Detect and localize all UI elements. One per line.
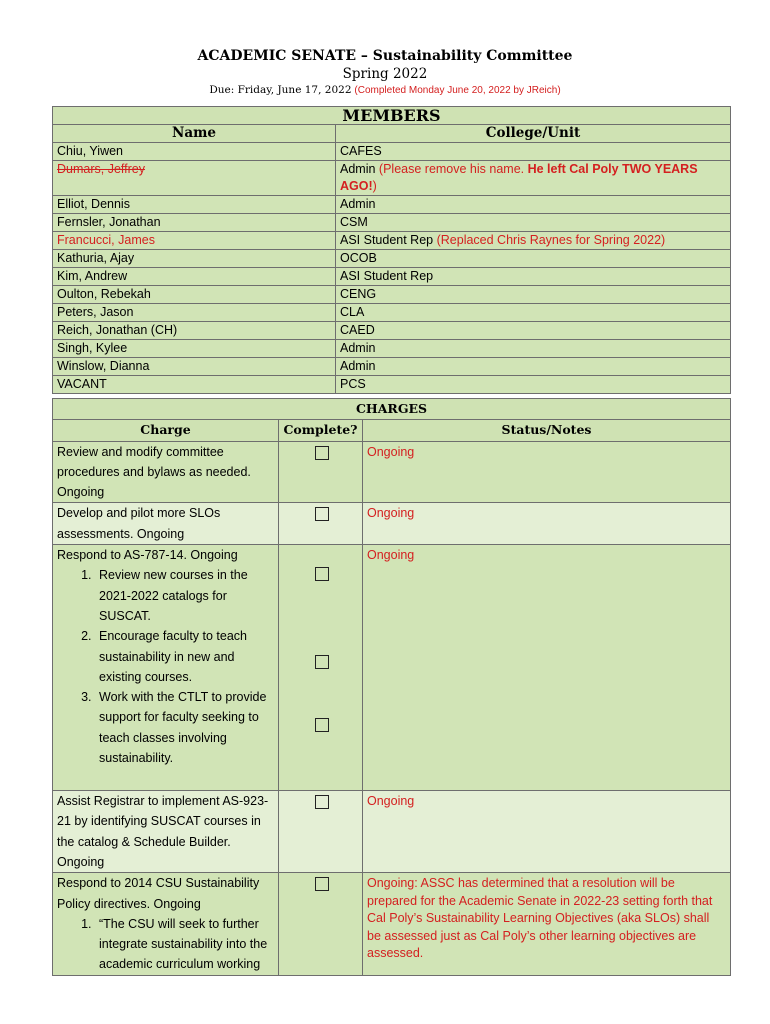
member-name: Reich, Jonathan (CH) <box>53 322 336 340</box>
col-status-header: Status/Notes <box>363 420 731 441</box>
charge-text: Review and modify committee procedures and bylaws as needed. Ongoing <box>53 441 279 503</box>
member-row <box>53 376 731 394</box>
member-name: Fernsler, Jonathan <box>53 214 336 232</box>
member-unit: ASI Student Rep <box>340 233 434 247</box>
member-unit: PCS <box>336 376 731 394</box>
member-unit: CENG <box>336 286 731 304</box>
charge-text: Respond to AS-787-14. Ongoing <box>57 548 238 563</box>
member-unit: CLA <box>336 304 731 322</box>
charge-row <box>53 441 731 503</box>
member-row <box>53 232 731 250</box>
member-unit: Admin <box>336 358 731 376</box>
member-name: Winslow, Dianna <box>53 358 336 376</box>
complete-checkbox[interactable] <box>315 567 329 581</box>
member-name: Francucci, James <box>53 232 336 250</box>
member-name-struck: Dumars, Jeffrey <box>57 162 145 176</box>
charge-status: Ongoing <box>363 791 731 873</box>
member-name: VACANT <box>53 376 336 394</box>
col-charge-header: Charge <box>53 420 279 441</box>
member-row <box>53 161 731 196</box>
member-note-text: (Please remove his name. <box>378 162 528 176</box>
complete-checkbox[interactable] <box>315 877 329 891</box>
document-title: ACADEMIC SENATE – Sustainability Committee <box>197 48 573 64</box>
charge-subitem: 1. Review new courses in the 2021-2022 catalogs for SUSCAT. <box>95 565 274 626</box>
complete-checkbox[interactable] <box>315 795 329 809</box>
complete-checkbox[interactable] <box>315 446 329 460</box>
member-name: Elliot, Dennis <box>53 196 336 214</box>
completion-note: (Completed Monday June 20, 2022 by JReich) <box>354 85 561 96</box>
charges-table <box>52 398 731 976</box>
complete-checkbox[interactable] <box>315 655 329 669</box>
document-subtitle: Spring 2022 <box>342 66 428 82</box>
member-unit: CAFES <box>336 143 731 161</box>
member-name: Kathuria, Ajay <box>53 250 336 268</box>
member-unit: OCOB <box>336 250 731 268</box>
charge-row <box>53 873 731 975</box>
member-row <box>53 340 731 358</box>
member-unit: CAED <box>336 322 731 340</box>
charge-text: Respond to 2014 CSU Sustainability Policy directives. Ongoing <box>57 876 260 911</box>
member-row <box>53 322 731 340</box>
charge-row <box>53 503 731 545</box>
charge-sublist <box>57 565 274 768</box>
member-row <box>53 143 731 161</box>
charge-sublist <box>57 914 274 975</box>
charge-status: Ongoing <box>363 441 731 503</box>
member-note-emphasis: He left Cal Poly TWO YEARS AGO! <box>340 162 698 193</box>
member-row <box>53 304 731 322</box>
charge-row <box>53 545 731 791</box>
member-note-end: ) <box>372 179 377 193</box>
charge-subitem: 3. Work with the CTLT to provide support for faculty seeking to teach classes involving sustainability. <box>95 687 274 768</box>
member-name: Oulton, Rebekah <box>53 286 336 304</box>
complete-checkbox[interactable] <box>315 718 329 732</box>
due-line <box>0 84 770 96</box>
member-unit: Admin <box>336 196 731 214</box>
col-complete-header: Complete? <box>279 420 363 441</box>
charge-status: Ongoing: ASSC has determined that a resolution will be prepared for the Academic Senate in 2022-23 setting forth that Cal Poly’s Sustainability Learning Objectives (aka SLOs) shall be assessed just as Cal Poly’s other learning objectives are assessed. <box>363 873 731 975</box>
member-row <box>53 196 731 214</box>
member-unit: Admin <box>336 340 731 358</box>
charge-status: Ongoing <box>363 545 731 791</box>
member-name: Kim, Andrew <box>53 268 336 286</box>
col-name-header: Name <box>53 125 336 143</box>
charge-subitem: 2. Encourage faculty to teach sustainability in new and existing courses. <box>95 626 274 687</box>
member-note: (Replaced Chris Raynes for Spring 2022) <box>436 233 666 247</box>
complete-checkbox[interactable] <box>315 507 329 521</box>
members-table <box>52 106 731 394</box>
member-unit: CSM <box>336 214 731 232</box>
charge-status: Ongoing <box>363 503 731 545</box>
charge-text: Assist Registrar to implement AS-923-21 by identifying SUSCAT courses in the catalog & Schedule Builder. Ongoing <box>53 791 279 873</box>
members-band: MEMBERS <box>53 107 731 125</box>
member-row <box>53 268 731 286</box>
member-row <box>53 214 731 232</box>
charge-row <box>53 791 731 873</box>
member-row <box>53 358 731 376</box>
charges-band: CHARGES <box>53 399 731 420</box>
member-note <box>340 162 698 193</box>
charge-text: Develop and pilot more SLOs assessments. Ongoing <box>53 503 279 545</box>
member-row <box>53 286 731 304</box>
member-name: Peters, Jason <box>53 304 336 322</box>
member-name: Chiu, Yiwen <box>53 143 336 161</box>
member-unit: ASI Student Rep <box>336 268 731 286</box>
due-date: Due: Friday, June 17, 2022 <box>209 84 352 96</box>
member-unit: Admin <box>340 162 376 176</box>
member-name: Singh, Kylee <box>53 340 336 358</box>
member-row <box>53 250 731 268</box>
charge-subitem: 1. “The CSU will seek to further integrate sustainability into the academic curriculum working <box>95 914 274 975</box>
col-unit-header: College/Unit <box>336 125 731 143</box>
